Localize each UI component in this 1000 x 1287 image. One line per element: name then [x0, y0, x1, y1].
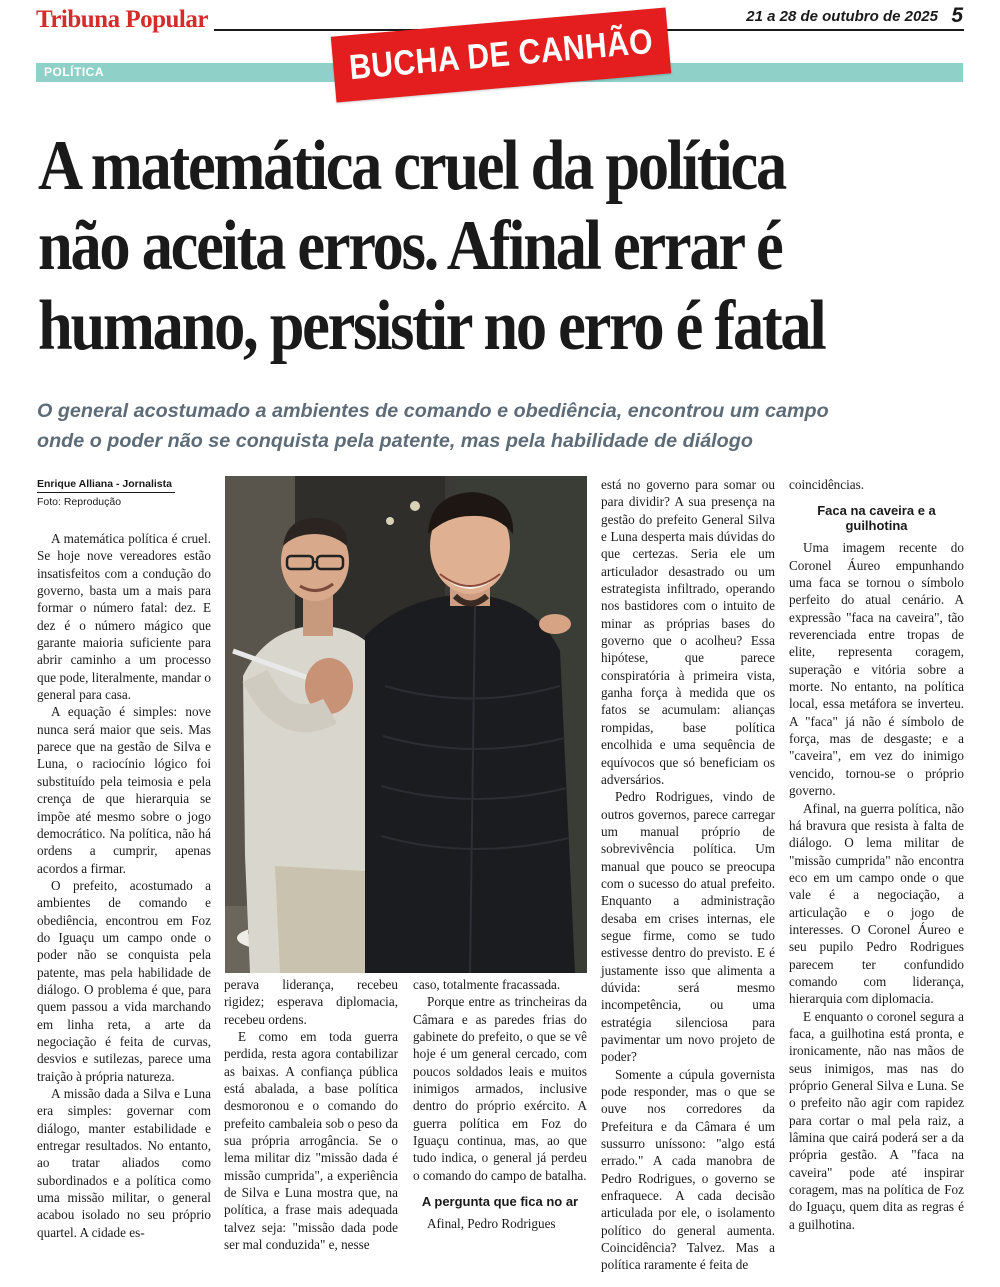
paragraph: coincidências. — [789, 477, 865, 492]
paragraph: perava liderança, recebeu rigidez; esperava diplomacia, recebeu ordens. — [224, 977, 398, 1027]
stamp-text: BUCHA DE CANHÃO — [347, 21, 655, 88]
photo-illustration — [225, 476, 587, 973]
byline — [37, 478, 175, 508]
headline — [38, 126, 973, 366]
headline-line: não aceita erros. Afinal errar é — [38, 207, 782, 285]
subhead-line: onde o poder não se conquista pela patente, mas pela habilidade de diálogo — [37, 431, 753, 452]
article-column-4 — [601, 476, 775, 1274]
subhead-line: O general acostumado a ambientes de comando e obediência, encontrou um campo — [37, 401, 829, 422]
author-name: Enrique Alliana - Jornalista — [37, 478, 175, 493]
paragraph: A matemática política é cruel. Se hoje nove vereadores estão insatisfeitos com a condução do governo, basta um a mais para formar o número fatal: dez. E dez é o número mágico que garante maioria suficiente para abrir caminho a um processo que pode, literalmente, mandar o general para casa. — [37, 531, 211, 703]
paragraph: Afinal, na guerra política, não há bravura que resista à falta de diálogo. O lema militar de "missão cumprida" não encontra eco em um campo onde o que vale é a negociação, a articulação e o jogo de interesses. O Coronel Áureo e seu pupilo Pedro Rodrigues parecem ter confundido comando com liderança, hierarquia com diplomacia. — [789, 800, 964, 1007]
paragraph: A missão dada a Silva e Luna era simples: governar com diálogo, manter estabilidade e entregar resultados. No entanto, ao tratar aliados como subordinados e a política como uma missão militar, o general acabou isolado no seu próprio quartel. A cidade es- — [37, 1086, 211, 1240]
headline-line: humano, persistir no erro é fatal — [38, 287, 825, 365]
paragraph: Porque entre as trincheiras da Câmara e as paredes frias do gabinete do prefeito, o que se vê hoje é um general cercado, com poucos soldados leais e muitos inimigos armados, inclusive dentro do próprio exército. A guerra política em Foz do Iguaçu continua, mas, ao que tudo indica, o general já perdeu o comando do campo de batalha. — [413, 994, 587, 1183]
photo-credit: Foto: Reprodução — [37, 496, 122, 508]
subheading: Faca na caveira e a guilhotina — [817, 503, 936, 534]
article-column-2 — [224, 976, 398, 1254]
subheading: A pergunta que fica no ar — [421, 1194, 579, 1210]
article-column-3 — [413, 976, 587, 1232]
paragraph: está no governo para somar ou para dividir? A sua presença na gestão do prefeito General Silva e Luna desperta mais dúvidas do que certezas. Seria ele um articulador desastrado ou um estrategista infiltrado, operando nos bastidores com o intuito de minar as próprias bases do governo que o acolheu? Essa hipótese, que parece conspiratória à primeira vista, ganha força à medida que os fatos se acumulam: alianças rompidas, base política encolhida e uma sequência de equívocos que só beneficiam os adversários. — [601, 477, 775, 787]
paragraph: Afinal, Pedro Rodrigues — [427, 1216, 556, 1232]
paragraph: Pedro Rodrigues, vindo de outros governos, parece carregar um manual próprio de sobrevivência política. Um manual que pouco se preocupa com o sucesso do atual prefeito. Enquanto a administração desaba em crises internas, ele segue firme, como se tudo estivesse dentro do previsto. E é justamente isso que alimenta a dúvida: será mesmo incompetência, ou uma estratégia silenciosa para pavimentar um novo projeto de poder? — [601, 789, 775, 1065]
section-label: POLÍTICA — [44, 65, 104, 79]
article-column-1 — [37, 530, 211, 1241]
masthead-logo[interactable]: Tribuna Popular — [36, 6, 208, 33]
paragraph: A equação é simples: nove nunca será maior que seis. Mas parece que na gestão de Silva e Luna, o raciocínio lógico foi substituído pela teimosia e pela crença de que hierarquia se impõe até mesmo sobre o jogo democrático. Na política, não há ordens a cumprir, apenas acordos a firmar. — [37, 704, 211, 876]
paragraph: caso, totalmente fracassada. — [413, 977, 561, 992]
paragraph: E como em toda guerra perdida, resta agora contabilizar as baixas. A confiança pública está abalada, a base política desmoronou e o comando do prefeito cambaleia sob o peso da sua própria arrogância. Se o lema militar diz "missão dada é missão cumprida", a experiência de Silva e Luna mostra que, na política, a frase mais adequada talvez seja: "missão dada pode ser mal conduzida" e, nesse — [224, 1029, 398, 1253]
paragraph: Uma imagem recente do Coronel Áureo empunhando uma faca se tornou o símbolo perfeito do atual cenário. A expressão "faca na caveira", tão reverenciada entre tropas de elite, representa coragem, superação e vitória sobre a morte. No entanto, na política local, essa metáfora se inverteu. A "faca" já não é símbolo de força, mas de desgaste; e a "caveira", em vez do inimigo vencido, tornou-se o próprio governo. — [789, 540, 964, 799]
issue-date: 21 a 28 de outubro de 2025 — [746, 8, 938, 25]
paragraph: O prefeito, acostumado a ambientes de comando e obediência, encontrou em Foz do Iguaçu um campo onde o poder não se conquista pela patente, mas pela habilidade de diálogo. O problema é que, para quem passou a vida marchando em linha reta, a arte da negociação é feita de curvas, desvios e sutilezas, parece uma traição à própria natureza. — [37, 877, 211, 1084]
paragraph: E enquanto o coronel segura a faca, a guilhotina está pronta, e ironicamente, não nas mãos de seus inimigos, mas nas do próprio General Silva e Luna. Se o prefeito não agir com rapidez para cortar o mal pela raiz, a lâmina que cairá poderá ser a da própria gestão. A "faca na caveira" pode até inspirar coragem, mas na política de Foz do Iguaçu, quem dita as regras é a guilhotina. — [789, 1008, 964, 1232]
paragraph: Somente a cúpula governista pode responder, mas o que se ouve nos corredores da Prefeitura e da Câmara é um sussurro uníssono: "algo está errado." A cada manobra de Pedro Rodrigues, o governo se enfraquece. A cada decisão articulada por ele, o isolamento político do general aumenta. Coincidência? Talvez. Mas a política raramente é feita de — [601, 1066, 775, 1273]
subheadline — [37, 397, 977, 457]
stamp-banner — [331, 7, 671, 102]
page-number: 5 — [951, 4, 963, 27]
article-photo — [225, 476, 587, 973]
headline-line: A matemática cruel da política — [38, 127, 785, 205]
article-column-5 — [789, 476, 964, 1233]
